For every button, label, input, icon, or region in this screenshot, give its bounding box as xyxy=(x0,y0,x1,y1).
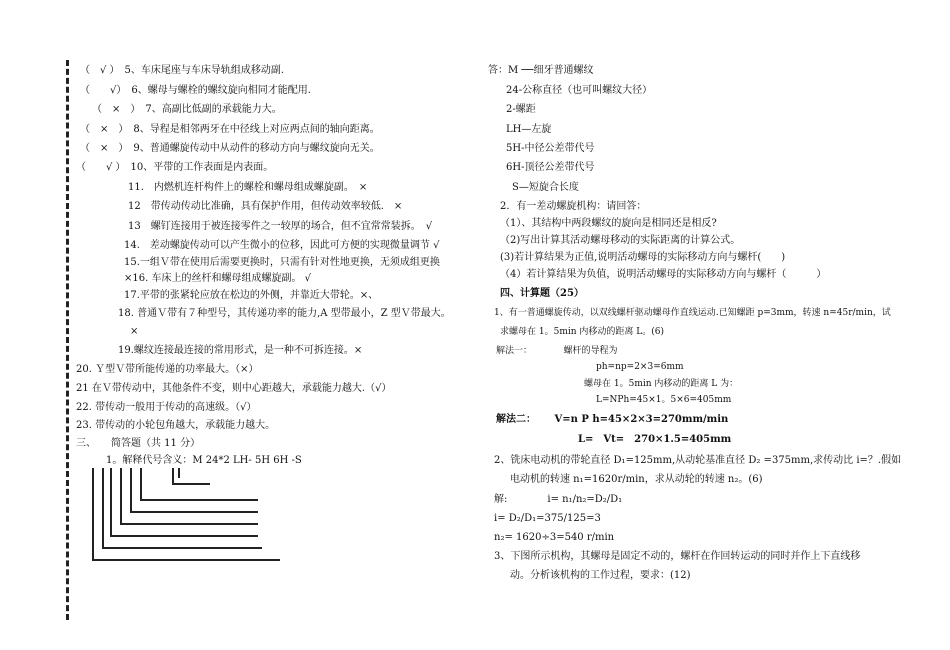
left-line-13: 17.平带的张紧轮应放在松边的外侧，并靠近大带轮。×、 xyxy=(124,290,379,301)
left-line-16: 19.螺纹连接最连接的常用形式，是一种不可拆连接。× xyxy=(118,345,363,356)
section-4-heading: 四、计算题（25） xyxy=(500,288,584,299)
left-line-2: （ √） 6、螺母与螺栓的螺纹旋向相同才能配用. xyxy=(80,85,311,96)
left-line-20: 23. 带传动的小轮包角越大，承载能力越大。 xyxy=(76,420,276,431)
right-line-11: (3)若计算结果为正值,说明活动螺母的实际移动方向与螺杆( ) xyxy=(500,252,786,263)
left-line-10: 14. 差动螺旋传动可以产生微小的位移，因此可方便的实现微量调节 √ xyxy=(124,240,440,251)
left-line-19: 22. 带传动一般用于传动的高速级。（√） xyxy=(76,402,257,413)
right-line-28: 动。分析该机构的工作过程，要求：(12) xyxy=(510,570,691,581)
right-line-3: 2-螺距 xyxy=(506,104,536,115)
right-line-22: 2、铣床电动机的带轮直径 D₁=125mm,从动轮基准直径 D₂ =375mm,求传动比 i=？.假如 xyxy=(494,455,902,466)
right-line-4: LH—左旋 xyxy=(506,124,552,135)
right-line-10: （2)写出计算其活动螺母移动的实际距离的计算公式。 xyxy=(500,235,741,246)
right-line-15: 求螺母在 1。5min 内移动的距离 L。(6) xyxy=(500,327,664,337)
right-line-7: S—短旋合长度 xyxy=(512,182,579,193)
left-line-3: （ × ） 7、高副比低副的承载能力大。 xyxy=(92,104,282,115)
left-line-1: （ √ ） 5、车床尾座与车床导轨组成移动副. xyxy=(80,65,285,76)
left-line-6: （ √ ） 10、平带的工作表面是内表面。 xyxy=(76,162,274,173)
left-line-5: （ × ） 9、普通螺旋传动中从动件的移动方向与螺纹旋向无关。 xyxy=(80,143,380,154)
left-line-17: 20. Ｙ型Ｖ带所能传递的功率最大。（×） xyxy=(76,364,259,375)
left-line-8: 12 带传动传动比准确，具有保护作用，但传动效率较低. × xyxy=(128,201,403,212)
right-line-25: i= D₂/D₁=375/125=3 xyxy=(494,513,601,524)
code-annotation-diagram xyxy=(60,468,280,568)
right-line-2: 24-公称直径（也可叫螺纹大径） xyxy=(506,85,653,96)
right-line-24: 解: i= n₁/n₂=D₂/D₁ xyxy=(494,494,623,505)
question-1-text: 1。解释代号含义：M 24*2 LH- 5H 6H -S xyxy=(106,455,302,466)
right-line-6: 6H-顶径公差带代号 xyxy=(506,162,595,173)
section-3-heading: 三、 简答题（共 11 分） xyxy=(76,438,201,449)
right-line-26: n₂= 1620÷3=540 r/min xyxy=(494,532,615,543)
left-line-18: 21 在Ｖ带传动中，其他条件不变，则中心距越大，承载能力越大.（√） xyxy=(76,383,392,394)
left-line-12: ×16. 车床上的丝杆和螺母组成螺旋副。 √ xyxy=(124,273,312,284)
right-line-21: L= Vt= 270×1.5=405mm xyxy=(578,434,732,445)
right-line-8: 2．有一差动螺旋机构：请回答： xyxy=(500,201,647,212)
left-line-4: （ × ） 8、导程是相邻两牙在中径线上对应两点间的轴向距离。 xyxy=(80,124,380,135)
right-line-27: 3、下图所示机构，其螺母是固定不动的，螺杆在作回转运动的同时并作上下直线移 xyxy=(494,551,861,562)
right-line-14: 1、有一普通螺旋传动，以双线螺杆驱动螺母作直线运动.已知螺距 p=3mm，转速 n=45r/min，试 xyxy=(494,308,891,318)
right-line-17: ph=np=2×3=6mm xyxy=(596,362,684,372)
right-line-12: （4）若计算结果为负值，说明活动螺母的实际移动方向与螺杆（ ） xyxy=(500,269,827,280)
right-line-18: 螺母在 1。5min 内移动的距离 L 为： xyxy=(584,379,739,389)
left-line-9: 13 螺钉连接用于被连接零件之一较厚的场合，但不宜常常装拆。 √ xyxy=(128,221,433,232)
right-line-16: 解法一： 螺杆的导程为 xyxy=(496,346,618,356)
left-line-14: 18. 普通Ｖ带有７种型号，其传递功率的能力,A 型带最小，Z 型Ｖ带最大。 xyxy=(118,308,451,319)
left-line-7: 11. 内燃机连杆构件上的螺栓和螺母组成螺旋副。 × xyxy=(128,182,368,193)
right-line-23: 电动机的转速 n₁=1620r/min，求从动轮的转速 n₂。(6) xyxy=(510,474,763,485)
right-line-19: L=NPh=45×1。5×6=405mm xyxy=(596,395,732,405)
left-line-15: × xyxy=(130,326,139,337)
right-line-5: 5H-中径公差带代号 xyxy=(506,143,595,154)
right-line-1: 答：M ──细牙普通螺纹 xyxy=(488,65,594,76)
right-line-20: 解法二： V=n P h=45×2×3=270mm/min xyxy=(496,414,729,425)
left-line-11: 15.一组Ｖ带在使用后需要更换时，只需有针对性地更换，无须成组更换 xyxy=(124,257,440,268)
right-line-9: （1）、其结构中两段螺纹的旋向是相同还是相反? xyxy=(500,218,717,229)
